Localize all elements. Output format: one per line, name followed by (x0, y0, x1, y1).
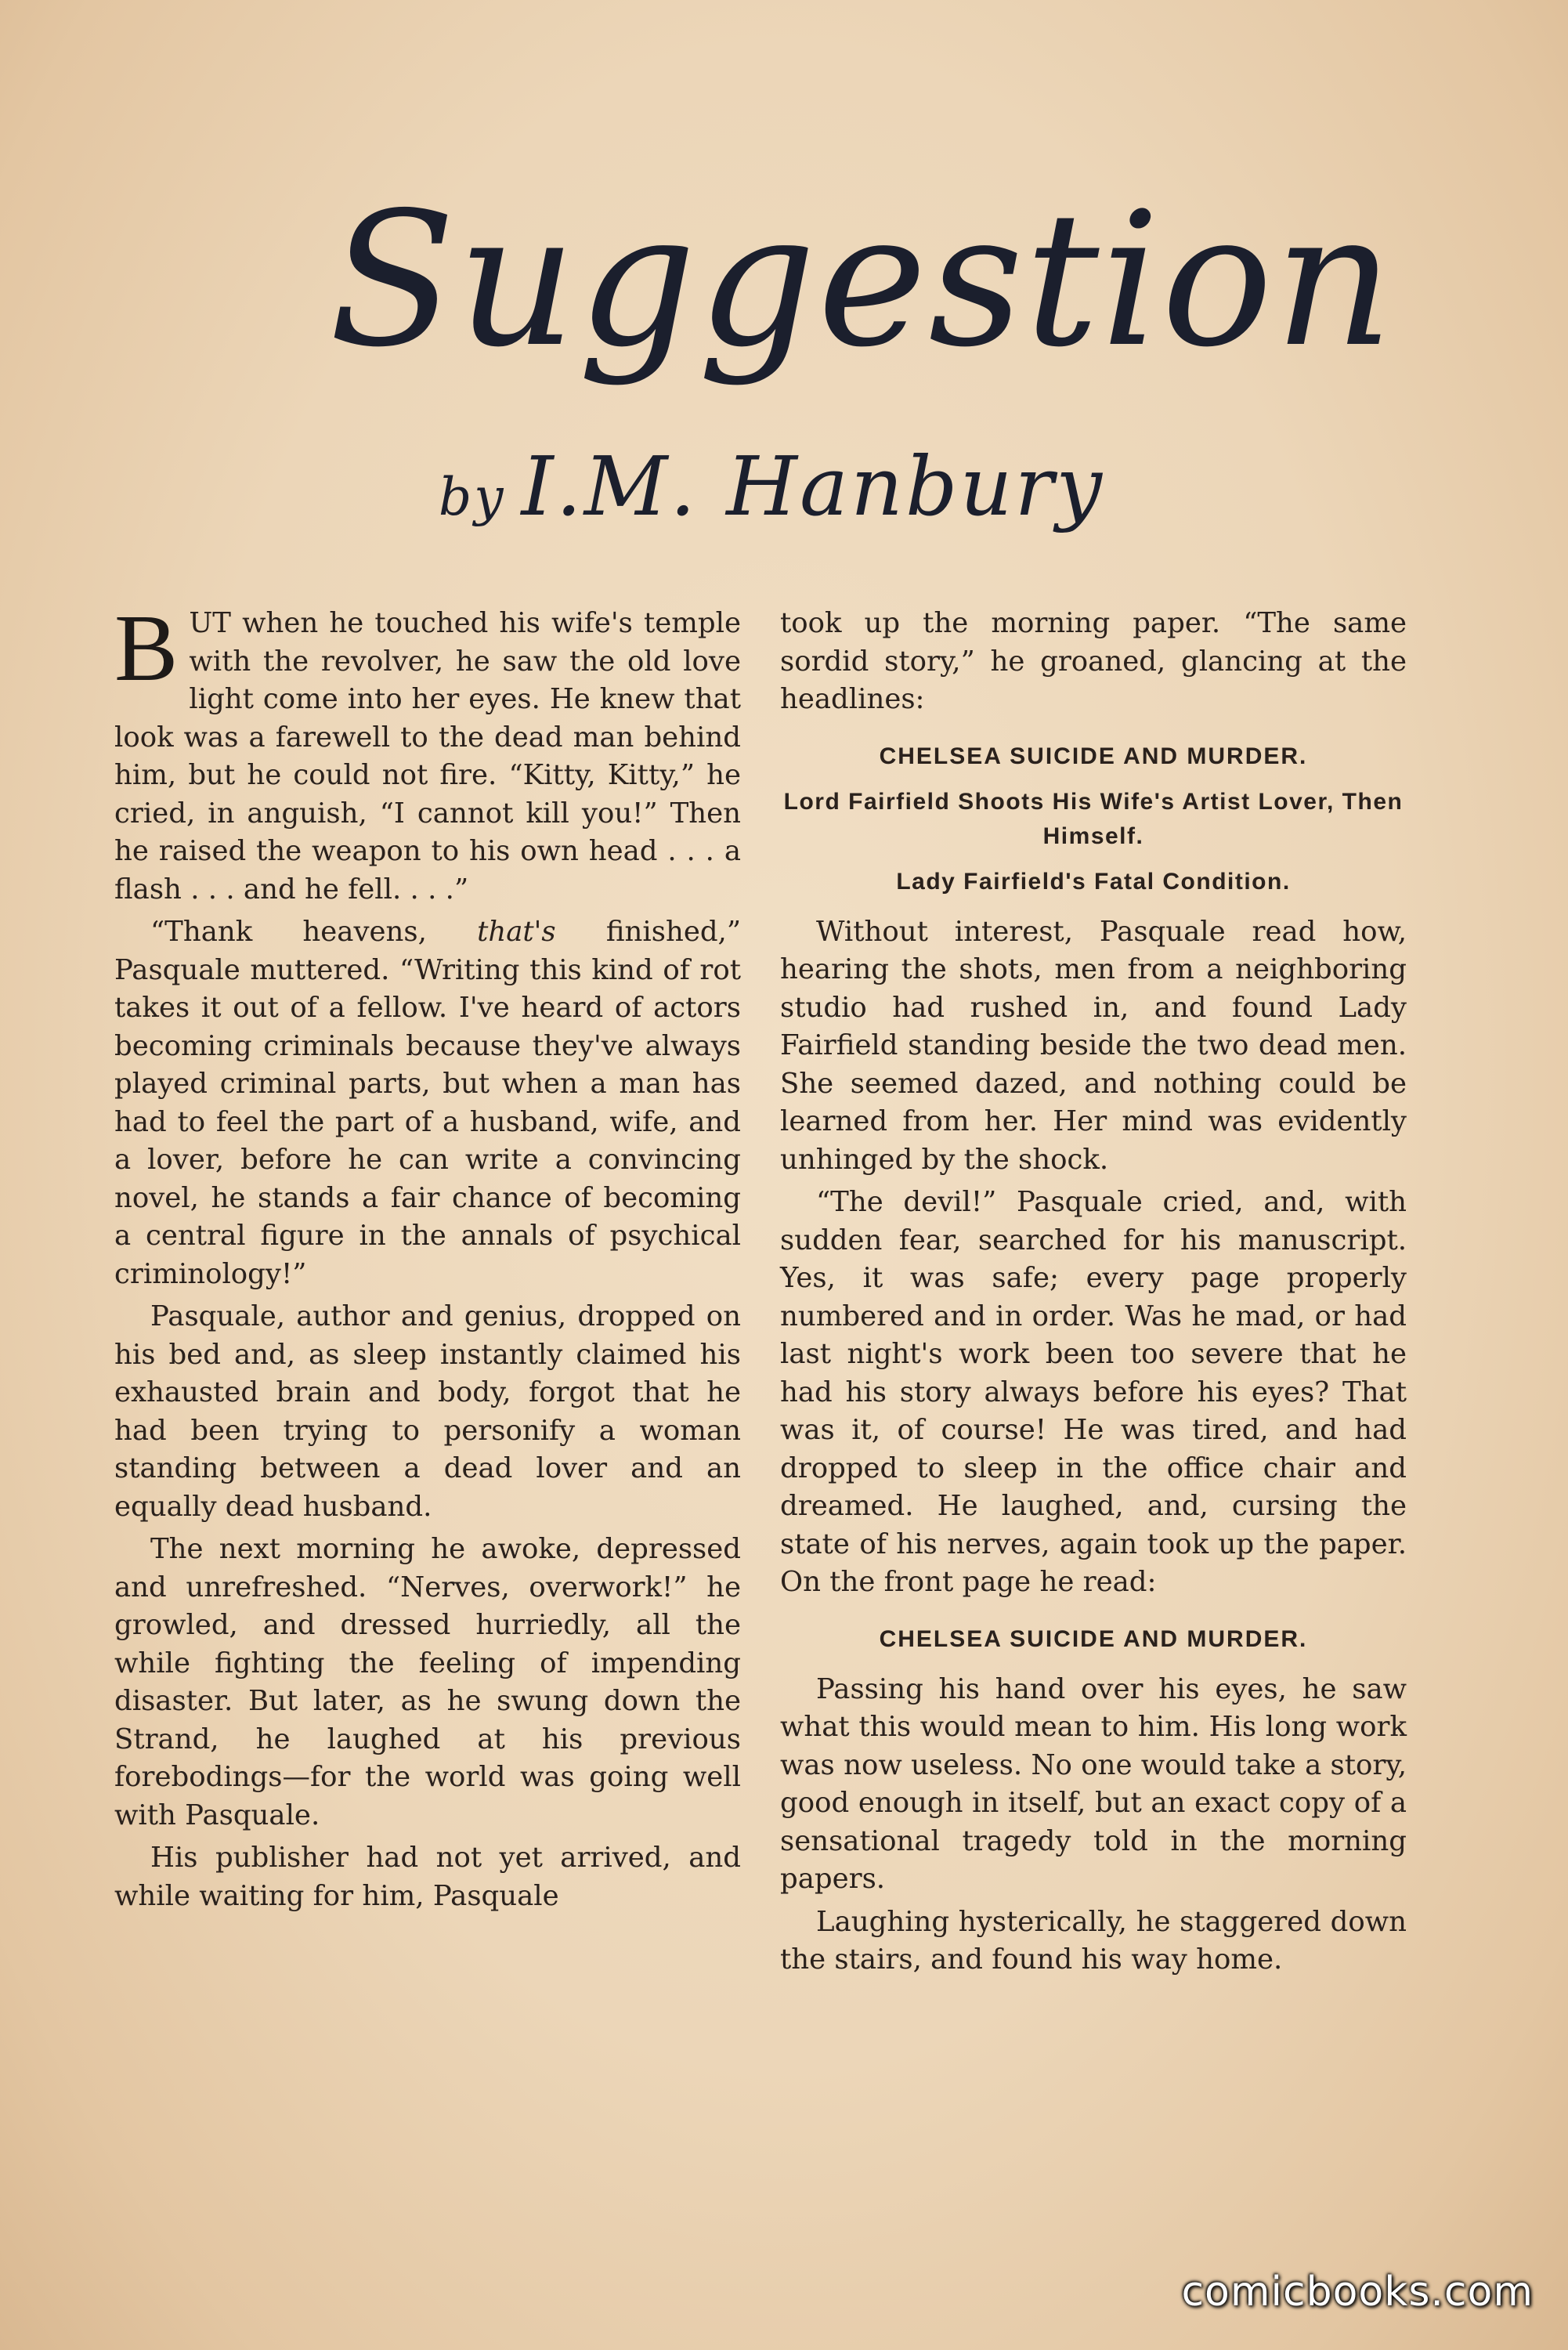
newspaper-headline: CHELSEA SUICIDE AND MURDER. (879, 743, 1308, 769)
paragraph: Pasquale, author and genius, dropped on his bed and, as sleep instantly claimed his exhausted brain and body, forgot that he had been trying to personify a woman standing between a dead lover and an equally dead husband. (114, 1300, 741, 1523)
newspaper-headline: CHELSEA SUICIDE AND MURDER. (879, 1625, 1308, 1652)
paragraph-text: UT when he touched his wife's temple with the revolver, he saw the old love light come into her eyes. He knew that look was a farewell to the dead man behind him, but he could not fire. “Kitty, Kitty,” he cried, in anguish, “I cannot kill you!” Then he raised the weapon to his own head . . . a flash . . . and he fell. . . .” (114, 607, 741, 906)
emphasis-text: that's (477, 916, 556, 948)
paragraph-text: “Thank heavens, (150, 916, 478, 948)
paragraph-text: finished,” Pasquale muttered. “Writing this kind of rot takes it out of a fellow. I've heard of actors becoming criminals because they've always played criminal parts, but when a man has had to feel the part of a husband, wife, and a lover, before he can write a convincing novel, he stands a fair chance of becoming a central figure in the annals of psychical criminology!” (114, 916, 741, 1290)
paragraph: “The devil!” Pasquale cried, and, with sudden fear, searched for his manuscript. Yes, it was safe; every page properly numbered and in order. Was he mad, or had last night's work been too severe that he had his story always before his eyes? That was it, of course! He was tired, and had dropped to sleep in the office chair and dreamed. He laughed, and, cursing the state of his nerves, again took up the paper. On the front page he read: (780, 1186, 1407, 1598)
byline (439, 439, 1300, 564)
paragraph: Laughing hysterically, he staggered down the stairs, and found his way home. (780, 1905, 1407, 1976)
paragraph: Passing his hand over his eyes, he saw what this would mean to him. His long work was now useless. No one would take a story, good enough in itself, but an exact copy of a sensational tragedy told in the morning papers. (780, 1672, 1407, 1895)
left-column (114, 595, 741, 1920)
paragraph: Without interest, Pasquale read how, hearing the shots, men from a neighboring studio had rushed in, and found Lady Fairfield standing beside the two dead men. She seemed dazed, and nothing could be learned from her. Her mind was evidently unhinged by the shock. (780, 915, 1407, 1176)
drop-cap: B (114, 595, 179, 701)
paragraph: His publisher had not yet arrived, and while waiting for him, Pasquale (114, 1842, 741, 1912)
right-column (780, 605, 1407, 1984)
author-name: I.M. Hanbury (521, 439, 1104, 534)
paragraph: The next morning he awoke, depressed and unrefreshed. “Nerves, overwork!” he growled, and dressed hurriedly, all the while fighting the feeling of impending disaster. But later, as he swung down the Strand, he laughed at his previous forebodings—for the world was going well with Pasquale. (114, 1533, 741, 1831)
watermark: comicbooks.com (1181, 2269, 1534, 2316)
paragraph: took up the morning paper. “The same sordid story,” he groaned, glancing at the headlines: (780, 607, 1407, 715)
byline-by: by (439, 467, 506, 527)
paragraph (114, 595, 741, 909)
story-title: Suggestion (329, 172, 1395, 388)
paragraph (114, 913, 741, 1293)
newspaper-subhead: Lord Fairfield Shoots His Wife's Artist Lover, Then Himself. (783, 788, 1404, 849)
newspaper-subhead: Lady Fairfield's Fatal Condition. (896, 868, 1291, 895)
